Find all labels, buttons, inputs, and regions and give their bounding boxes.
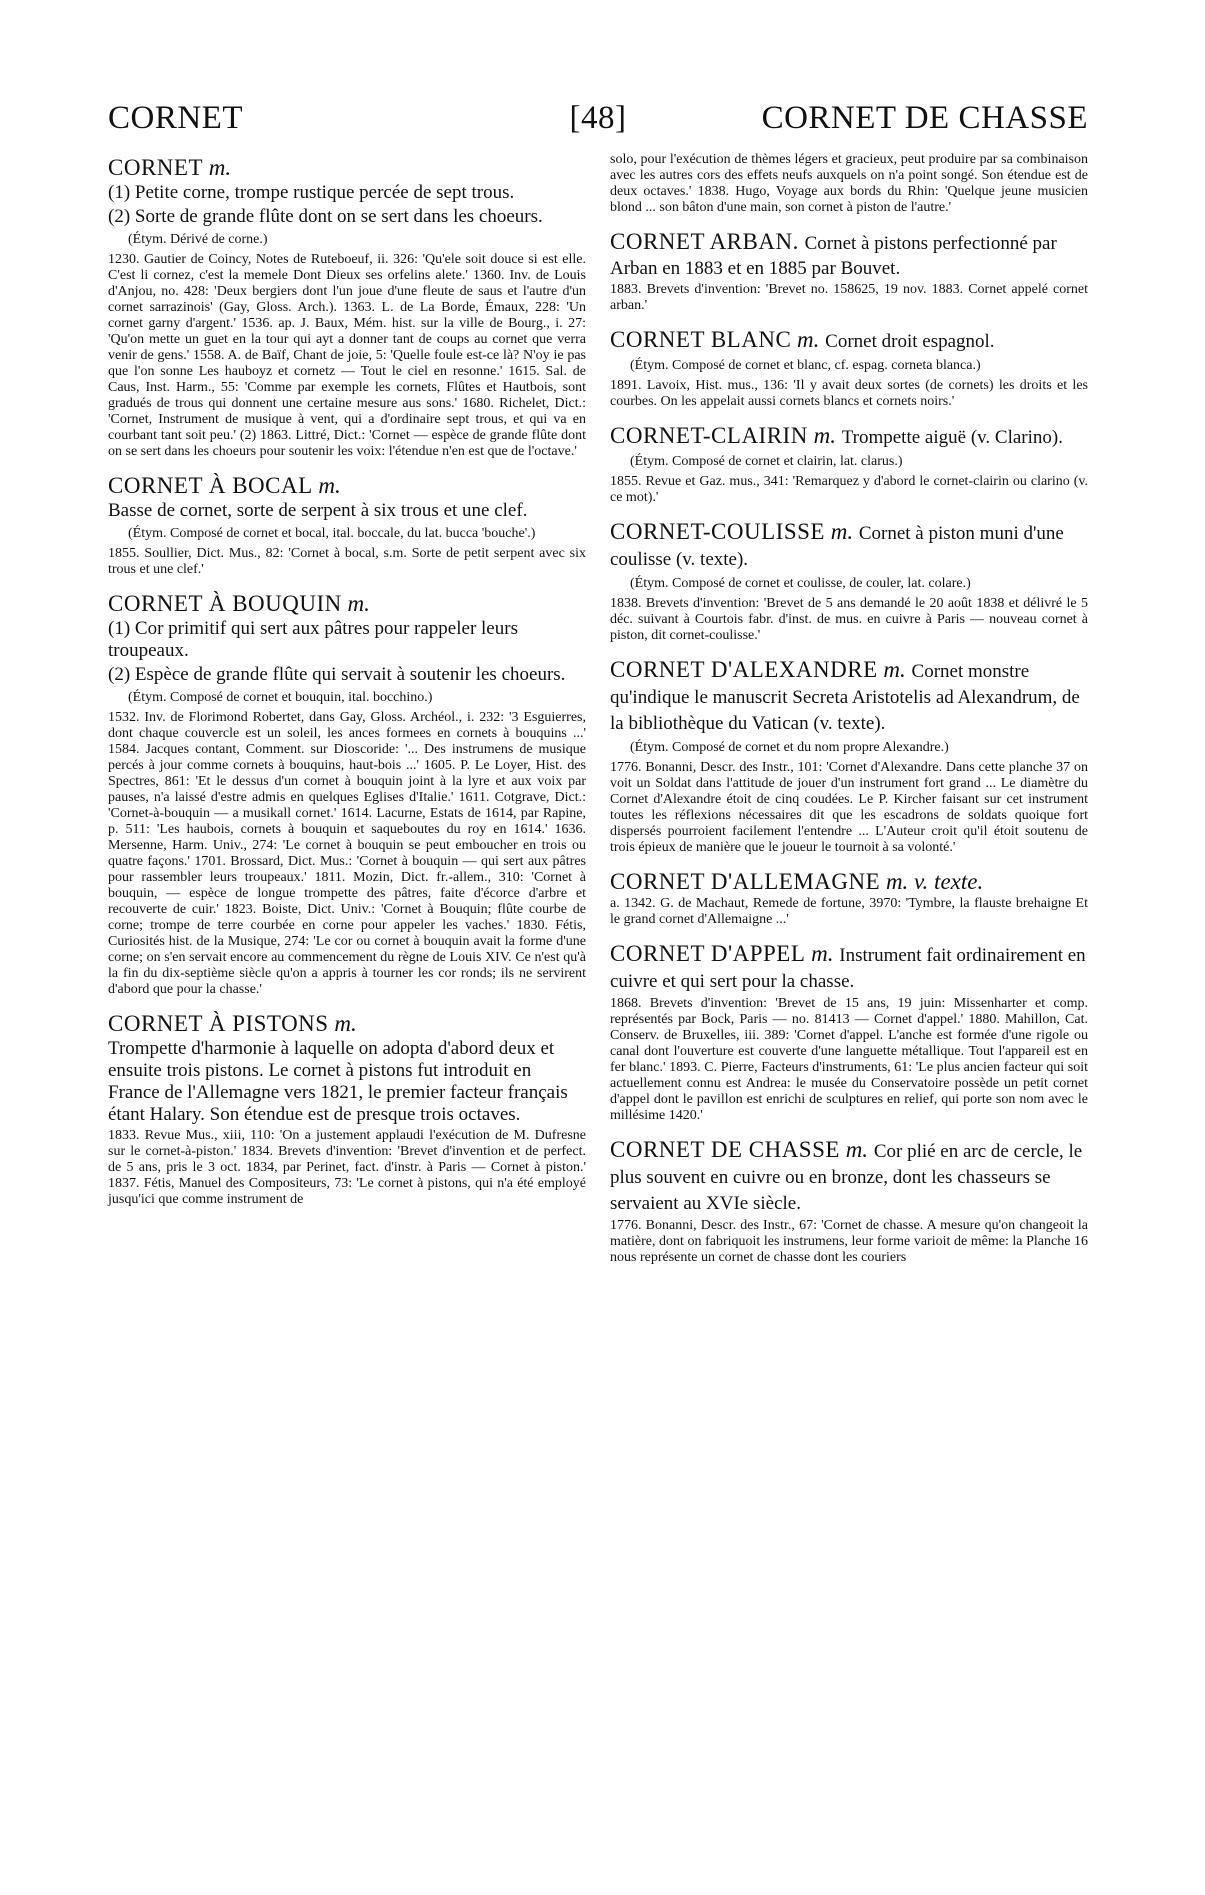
entry-cornet-d-allemagne xyxy=(610,870,1088,928)
definition: Basse de cornet, sorte de serpent à six trous et une clef. xyxy=(108,500,528,521)
etymology: (Étym. Composé de cornet et clairin, lat. clarus.) xyxy=(630,454,903,469)
citations: 1883. Brevets d'invention: 'Brevet no. 158625, 19 nov. 1883. Cornet appelé cornet arban.' xyxy=(610,282,1088,313)
etymology: (Étym. Composé de cornet et blanc, cf. espag. corneta blanca.) xyxy=(630,358,981,373)
entry-cornet-a-bocal xyxy=(108,474,586,578)
entry-cornet xyxy=(108,156,586,460)
citations: 1838. Brevets d'invention: 'Brevet de 5 ans demandé le 20 août 1838 et délivré le 5 déc. suivant à Courtois fabr. d'inst. de mus. en cuivre à Paris — nouveau cornet à piston, dit cornet-coulisse.' xyxy=(610,596,1088,643)
definition-2: (2) Sorte de grande flûte dont on se sert dans les choeurs. xyxy=(108,206,543,227)
headword: CORNET-COULISSE m. Cornet à piston muni d'une coulisse (v. texte). xyxy=(610,519,1064,570)
entry-cornet-blanc xyxy=(610,328,1088,410)
citations: 1532. Inv. de Florimond Robertet, dans Gay, Gloss. Archéol., i. 232: '3 Esguierres, dont chaque couvercle est un soleil, les ances formees en cornets à bouquins ...' 1584. Jacques contant, Comment. sur Dioscoride: '... Des instrumens de musique percés à jour comme cornets à bouquins, haut-bois ...' 1605. P. Le Loyer, Hist. des Spectres, 861: 'Et le dessus d'un cornet à bouquin joint à la lyre et aux voix par pauses, n'a laissé d'estre admis en quelques Eglises d'Italie.' 1611. Cotgrave, Dict.: 'Cornet-à-bouquin — a musikall cornet.' 1614. Lacurne, Estats de 1614, par Rapine, p. 511: 'Les haubois, cornets à bouquin et saqueboutes du roy en 1614.' 1636. Mersenne, Harm. Univ., 274: 'Le cornet à bouquin se peut emboucher en trois ou quatre façons.' 1701. Brossard, Dict. Mus.: 'Cornet à bouquin — qui sert aux pâtres pour rassembler leurs troupeaux.' 1811. Mozin, Dict. fr.-allem., 310: 'Cornet à bouquin, — espèce de longue trompette des pâtres, faite d'écorce d'arbre et recouverte de cuir.' 1823. Boiste, Dict. Univ.: 'Cornet à Bouquin; flûte courbe de corne; trompe de terre courbée en corne pour appeler les vaches.' 1830. Fétis, Curiosités hist. de la Musique, 274: 'Le cor ou cornet à bouquin avait la forme d'une corne; on s'en servait encore au commencement du règne de Louis XIV. Ce n'est qu'à la fin du dix-septième siècle qu'on a appris à tourner les cor ronds; ils ne servirent d'abord que pour la chasse.' xyxy=(108,710,586,997)
citations: 1776. Bonanni, Descr. des Instr., 101: 'Cornet d'Alexandre. Dans cette planche 37 on voit un Soldat dans l'attitude de jouer d'un instrument fort grand ... Le diamètre du Cornet d'Alexandre étoit de cinq coudées. Le P. Kircher faisant sur cet instrument toutes les réflexions nécessaires dit que les escadrons de soldats quoique fort dispersés pourroient facilement l'entendre ... L'Auteur croit qu'il étoit soutenu de trois épieux de manière que le joueur le tournoit à sa volonté.' xyxy=(610,760,1088,855)
citations: 1868. Brevets d'invention: 'Brevet de 15 ans, 19 juin: Missenharter et comp. représentés par Bock, Paris — no. 81413 — Cornet d'appel.' 1880. Mahillon, Cat. Conserv. de Bruxelles, iii. 389: 'Cornet d'appel. L'anche est formée d'une rigole ou canal dont l'ouverture est couverte d'une languette métallique. Tout l'appareil est en fer blanc.' 1893. C. Pierre, Facteurs d'instruments, 61: 'Le plus ancien facteur qui soit actuellement connu est Andrea: le musée du Conservatoire possède un petit cornet d'appel dont le pavillon est enrichi de sculptures en relief, qui porte son nom avec le millésime 1420.' xyxy=(610,996,1088,1123)
definition-2: (2) Espèce de grande flûte qui servait à soutenir les choeurs. xyxy=(108,664,566,685)
citations: 1230. Gautier de Coincy, Notes de Ruteboeuf, ii. 326: 'Qu'ele soit douce si est elle. C'est li cornez, c'est la memele Dont Dieux ses orfelins alete.' 1360. Inv. de Louis d'Anjou, no. 428: 'Deux bergiers dont l'un joue d'une fleute de saus et l'autre d'un cornet sarrazinois' (Gay, Gloss. Arch.). 1363. L. de La Borde, Émaux, 228: 'Un cornet garny d'argent.' 1536. ap. J. Baux, Mém. hist. sur la ville de Bourg., i. 27: 'Qu'on mette un guet en la tour qui ayt a donner tant de coups au cornet que verra venir de gens.' 1558. A. de Baïf, Chant de joie, 5: 'Quelle foule est-ce là? N'oy ie pas que l'on sonne Les hauboyz et cornetz — Tout le ciel en resonne.' 1615. Sal. de Caus, Inst. Harm., 55: 'Comme par exemple les cornets, Flûtes et Hautbois, sont gradués de trous qui donnent une certaine mesure aus sons.' 1680. Richelet, Dict.: 'Cornet, Instrument de musique à vent, qui a d'ordinaire sept trous, et qui va en courbant tant soit peu.' (2) 1863. Littré, Dict.: 'Cornet — espèce de grande flûte dont on se sert dans les choeurs pour soutenir les voix: l'étendue n'en est que de l'octave.' xyxy=(108,252,586,459)
header-right-guide-word: CORNET DE CHASSE xyxy=(761,100,1088,136)
etymology: (Étym. Composé de cornet et coulisse, de couler, lat. colare.) xyxy=(630,576,971,591)
entry-cornet-d-appel xyxy=(610,942,1088,1124)
definition-1: (1) Petite corne, trompe rustique percée de sept trous. xyxy=(108,182,515,203)
citations: 1855. Revue et Gaz. mus., 341: 'Remarquez y d'abord le cornet-clairin ou clarino (v. ce mot).' xyxy=(610,474,1088,505)
definition: Trompette d'harmonie à laquelle on adopta d'abord deux et ensuite trois pistons. Le cornet à pistons fut introduit en France de l'Allemagne vers 1821, le premier facteur français étant Halary. Son étendue est de presque trois octaves. xyxy=(108,1038,568,1125)
entry-cornet-arban xyxy=(610,230,1088,314)
headword: CORNET D'ALEXANDRE m. Cornet monstre qu'indique le manuscrit Secreta Aristotelis ad Alexandrum, de la bibliothèque du Vatican (v. texte). xyxy=(610,657,1080,734)
running-header xyxy=(108,100,1088,146)
definition-1: (1) Cor primitif qui sert aux pâtres pour rappeler leurs troupeaux. xyxy=(108,618,518,661)
etymology: (Étym. Composé de cornet et bouquin, ital. bocchino.) xyxy=(128,690,433,705)
etymology: (Étym. Dérivé de corne.) xyxy=(128,232,268,247)
right-column xyxy=(610,150,1088,1280)
entry-cornet-a-pistons-continued xyxy=(610,152,1088,216)
headword: CORNET À PISTONS m. xyxy=(108,1011,357,1036)
headword: CORNET-CLAIRIN m. Trompette aiguë (v. Clarino). xyxy=(610,423,1063,448)
headword: CORNET D'ALLEMAGNE m. v. texte. xyxy=(610,869,984,894)
entry-cornet-a-bouquin xyxy=(108,592,586,998)
headword: CORNET ARBAN. Cornet à pistons perfectionné par Arban en 1883 et en 1885 par Bouvet. xyxy=(610,229,1057,279)
headword: CORNET DE CHASSE m. Cor plié en arc de cercle, le plus souvent en cuivre ou en bronze, dont les chasseurs se servaient au XVIe siècle. xyxy=(610,1137,1083,1214)
headword: CORNET À BOCAL m. xyxy=(108,473,341,498)
citations: 1776. Bonanni, Descr. des Instr., 67: 'Cornet de chasse. A mesure qu'on changeoit la matière, dont on fabriquoit les instrumens, leur forme varioit de même: la Planche 16 nous représente un cornet de chasse dont les couriers xyxy=(610,1218,1088,1265)
citations: 1855. Soullier, Dict. Mus., 82: 'Cornet à bocal, s.m. Sorte de petit serpent avec six trous et une clef.' xyxy=(108,546,586,577)
headword: CORNET À BOUQUIN m. xyxy=(108,591,370,616)
etymology: (Étym. Composé de cornet et bocal, ital. boccale, du lat. bucca 'bouche'.) xyxy=(128,526,536,541)
entry-cornet-de-chasse xyxy=(610,1138,1088,1266)
page-number: [48] xyxy=(569,100,627,136)
citations-continued: solo, pour l'exécution de thèmes légers et gracieux, peut produire par sa combinaison avec les autres cors des effets neufs auxquels on n'a point songé. Son étendue est de deux octaves.' 1838. Hugo, Voyage aux bords du Rhin: 'Quelque jeune musicien blond ... son bâton d'une main, son cornet à piston de l'autre.' xyxy=(610,152,1088,215)
entry-cornet-clairin xyxy=(610,424,1088,506)
etymology: (Étym. Composé de cornet et du nom propre Alexandre.) xyxy=(630,740,949,755)
citations: 1891. Lavoix, Hist. mus., 136: 'Il y avait deux sortes (de cornets) les droits et les courbes. On les appelait aussi cornets blancs et cornets noirs.' xyxy=(610,378,1088,409)
headword: CORNET m. xyxy=(108,155,232,180)
header-left-guide-word: CORNET xyxy=(108,100,243,136)
headword: CORNET D'APPEL m. Instrument fait ordinairement en cuivre et qui sert pour la chasse. xyxy=(610,941,1086,992)
citations: 1833. Revue Mus., xiii, 110: 'On a justement applaudi l'exécution de M. Dufresne sur le cornet-à-piston.' 1834. Brevets d'invention: 'Brevet d'invention et de perfect. de 5 ans, pris le 3 oct. 1834, par Perinet, fact. d'instr. à Paris — Cornet à piston.' 1837. Fétis, Manuel des Compositeurs, 73: 'Le cornet à pistons, qui n'a été employé jusqu'ici que comme instrument de xyxy=(108,1128,586,1207)
headword: CORNET BLANC m. Cornet droit espagnol. xyxy=(610,327,995,352)
left-column xyxy=(108,150,586,1222)
citations: a. 1342. G. de Machaut, Remede de fortune, 3970: 'Tymbre, la flauste brehaigne Et le grand cornet d'Allemaigne ...' xyxy=(610,896,1088,927)
dictionary-page xyxy=(108,100,1088,1880)
entry-cornet-coulisse xyxy=(610,520,1088,644)
entry-cornet-d-alexandre xyxy=(610,658,1088,856)
entry-cornet-a-pistons xyxy=(108,1012,586,1208)
